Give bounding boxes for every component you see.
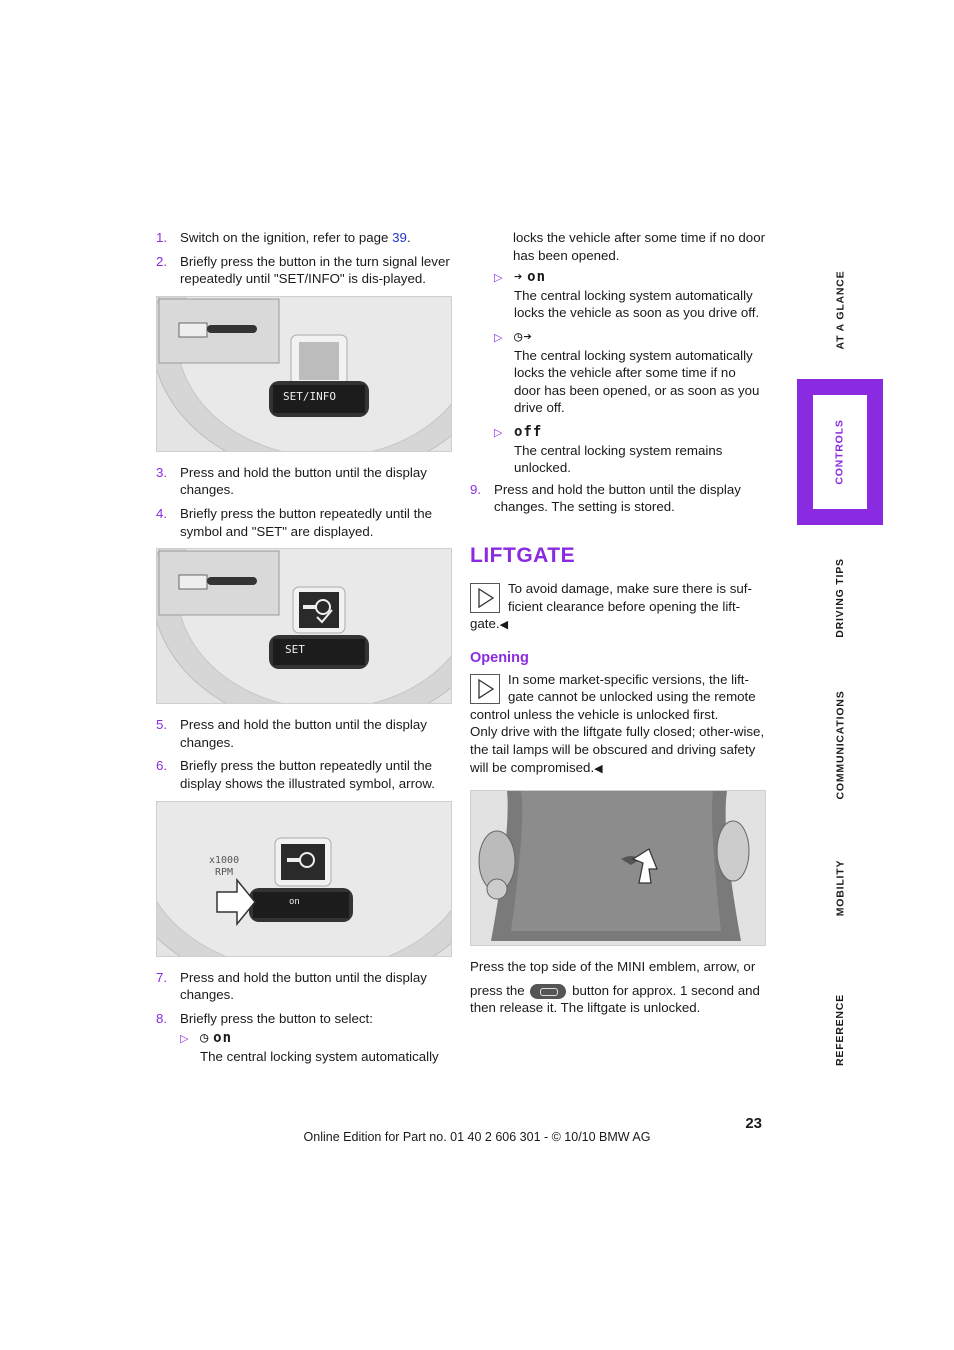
step-7 bbox=[156, 969, 452, 1004]
option-text: The central locking system automatically bbox=[200, 1048, 439, 1064]
step-number: 8. bbox=[156, 1010, 168, 1026]
arrow-right-icon: ➔ bbox=[514, 269, 524, 286]
step-text: Briefly press the button to select: bbox=[180, 1010, 373, 1026]
remote-liftgate-button-icon bbox=[530, 984, 566, 999]
tab-inner bbox=[813, 395, 867, 509]
step-text: Press and hold the button until the display changes. The setting is stored. bbox=[494, 481, 741, 515]
clock-icon: ◷ bbox=[200, 1030, 210, 1047]
tab-label: MOBILITY bbox=[834, 859, 846, 916]
figure-liftgate bbox=[470, 790, 766, 946]
step-number: 9. bbox=[470, 481, 482, 497]
step-2 bbox=[156, 253, 452, 288]
option-text: The central locking system automatically locks the vehicle after some time if no door has been opened, or as soon as you drive off. bbox=[514, 347, 760, 416]
page-link[interactable]: 39 bbox=[392, 230, 407, 245]
paragraph bbox=[470, 982, 766, 1017]
figure-symbol-arrow bbox=[156, 801, 452, 957]
caution-triangle-icon bbox=[470, 583, 500, 613]
step-end: . bbox=[406, 230, 411, 245]
step-1 bbox=[156, 229, 452, 247]
gauge-label: x1000 bbox=[209, 854, 240, 866]
step-text: Briefly press the button in the turn signal lever repeatedly until "SET/INFO" is dis-played. bbox=[180, 253, 450, 287]
option-text: The central locking system remains unlocked. bbox=[514, 442, 723, 476]
triangle-bullet-icon: ▷ bbox=[494, 331, 503, 344]
option-off bbox=[494, 423, 766, 477]
tab-label: AT A GLANCE bbox=[834, 270, 846, 350]
tab-label: CONTROLS bbox=[834, 419, 847, 485]
tab-controls[interactable] bbox=[797, 379, 883, 525]
note-text: Only drive with the liftgate fully closed; other-wise, the tail lamps will be obscured and driving safety will be compromised. bbox=[470, 724, 765, 775]
option-text: The central locking system automatically locks the vehicle as soon as you drive off. bbox=[514, 287, 760, 321]
step-number: 1. bbox=[156, 230, 168, 245]
option-continued: locks the vehicle after some time if no door has been opened. bbox=[513, 230, 766, 263]
option-timed-or-drive-lock bbox=[494, 328, 766, 417]
tab-at-a-glance[interactable] bbox=[797, 250, 883, 370]
subsection-title: Opening bbox=[470, 649, 529, 666]
page-number: 23 bbox=[745, 1115, 762, 1132]
step-text: Briefly press the button repeatedly until the display shows the illustrated symbol, arrow. bbox=[180, 758, 435, 791]
tab-communications[interactable] bbox=[797, 670, 883, 820]
step-3 bbox=[156, 464, 452, 499]
liftgate-illustration bbox=[471, 791, 765, 945]
caution-triangle-icon bbox=[470, 674, 500, 704]
gauge-label: RPM bbox=[215, 866, 234, 878]
instrument-cluster-illustration bbox=[157, 549, 451, 703]
step-number: 3. bbox=[156, 464, 168, 480]
step-text: Press and hold the button until the display changes. bbox=[180, 464, 427, 498]
step-6 bbox=[156, 757, 452, 792]
paragraph: Press the top side of the MINI emblem, arrow, or bbox=[470, 959, 756, 975]
tab-driving-tips[interactable] bbox=[797, 540, 883, 655]
step-number: 2. bbox=[156, 253, 168, 269]
instrument-cluster-illustration bbox=[157, 297, 451, 451]
step-text: Briefly press the button repeatedly until the symbol and "SET" are displayed. bbox=[180, 505, 433, 539]
step-number: 6. bbox=[156, 758, 168, 774]
instrument-cluster-illustration bbox=[157, 802, 451, 956]
figure-set-display bbox=[156, 548, 452, 704]
tab-label: DRIVING TIPS bbox=[833, 557, 846, 638]
figure-set-info-display bbox=[156, 296, 452, 452]
paragraph-text: press the bbox=[470, 982, 525, 998]
triangle-bullet-icon: ▷ bbox=[494, 272, 503, 285]
option-symbol: on bbox=[213, 1030, 232, 1047]
caution-note bbox=[470, 580, 766, 635]
note-text: To avoid damage, make sure there is suf-ficient clearance before opening the lift-gate. bbox=[470, 580, 752, 632]
display-text: on bbox=[289, 896, 300, 907]
option-drive-off-lock bbox=[494, 268, 766, 322]
step-9 bbox=[470, 481, 766, 516]
step-number: 7. bbox=[156, 969, 168, 985]
section-title: LIFTGATE bbox=[470, 543, 576, 567]
caution-note bbox=[470, 671, 766, 779]
step-5 bbox=[156, 716, 452, 751]
footer: Online Edition for Part no. 01 40 2 606 301 - © 10/10 BMW AG bbox=[303, 1130, 651, 1144]
tab-label: COMMUNICATIONS bbox=[834, 690, 846, 800]
right-column bbox=[470, 229, 766, 1019]
step-4 bbox=[156, 505, 452, 540]
end-mark-icon: ◀ bbox=[594, 762, 603, 775]
chapter-tabs bbox=[797, 250, 883, 1080]
step-text: Press and hold the button until the display changes. bbox=[180, 969, 427, 1003]
end-mark-icon: ◀ bbox=[499, 619, 509, 632]
clock-arrow-icon: ◷➔ bbox=[514, 328, 533, 345]
note-text: In some market-specific versions, the lift-gate cannot be unlocked using the remote control unless the vehicle is unlocked first. bbox=[470, 671, 756, 722]
tab-reference[interactable] bbox=[797, 975, 883, 1085]
step-text: Press and hold the button until the display changes. bbox=[180, 717, 427, 750]
option-timed-lock bbox=[180, 1029, 452, 1065]
tab-label: REFERENCE bbox=[834, 994, 846, 1066]
triangle-bullet-icon: ▷ bbox=[180, 1033, 189, 1046]
step-number: 4. bbox=[156, 505, 168, 521]
display-text: SET bbox=[285, 643, 305, 657]
step-text: Switch on the ignition, refer to page bbox=[180, 230, 393, 245]
step-8 bbox=[156, 1010, 452, 1028]
left-column bbox=[156, 229, 452, 1066]
option-symbol: on bbox=[527, 269, 546, 286]
tab-mobility[interactable] bbox=[797, 840, 883, 935]
triangle-bullet-icon: ▷ bbox=[494, 426, 503, 439]
step-number: 5. bbox=[156, 717, 168, 733]
display-text: SET/INFO bbox=[283, 389, 336, 403]
option-symbol: off bbox=[514, 423, 543, 440]
paragraph-text: button for approx. 1 second and then release it. The liftgate is unlocked. bbox=[470, 982, 760, 1016]
